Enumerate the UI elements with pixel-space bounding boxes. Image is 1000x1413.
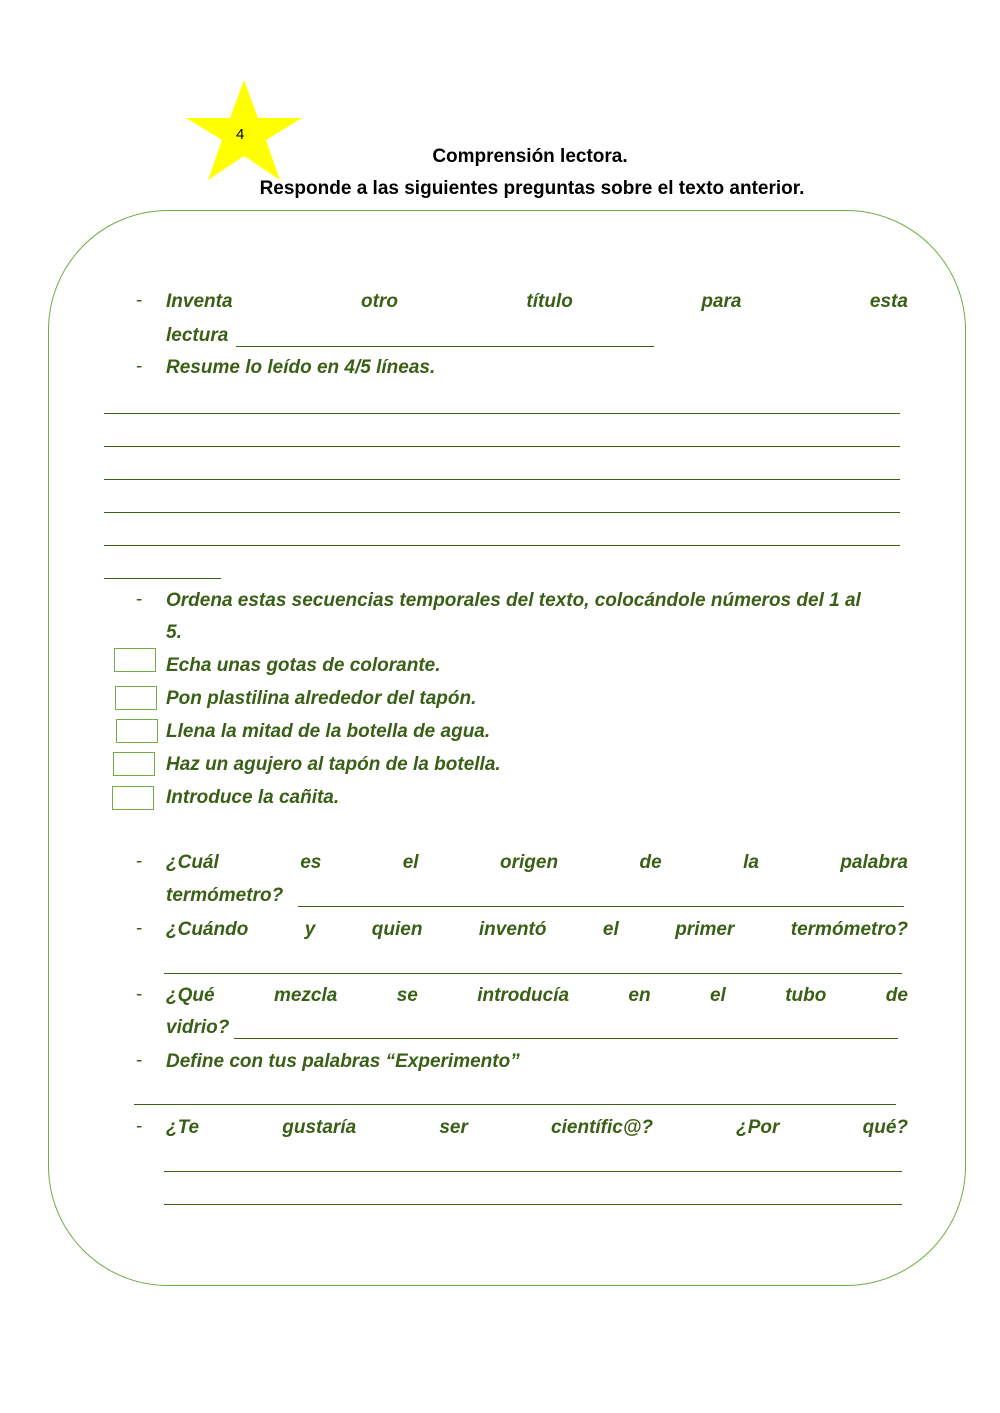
answer-line-scientist[interactable] [164, 1171, 902, 1172]
sequence-number-box[interactable] [116, 719, 158, 743]
answer-line-summary[interactable] [104, 545, 900, 546]
badge-number: 4 [236, 126, 245, 143]
answer-line-origin[interactable] [298, 906, 904, 907]
sequence-number-box[interactable] [114, 648, 156, 672]
sequence-item: Pon plastilina alrededor del tapón. [166, 688, 477, 709]
answer-line-title[interactable] [236, 346, 654, 347]
question-3-line1: Ordena estas secuencias temporales del texto, colocándole números del 1 al [166, 590, 861, 611]
question-1-line1: Inventa otro título para esta [166, 291, 908, 312]
page-title: Comprensión lectora. [432, 146, 628, 167]
answer-line-summary[interactable] [104, 578, 221, 579]
bullet-dash: - [136, 290, 143, 311]
question-2: Resume lo leído en 4/5 líneas. [166, 357, 436, 378]
question-4-line1: ¿Cuál es el origen de la palabra [166, 852, 908, 873]
answer-line-summary[interactable] [104, 413, 900, 414]
question-6-line2: vidrio? [166, 1017, 230, 1038]
question-3-line2: 5. [166, 622, 182, 643]
answer-line-definition[interactable] [134, 1104, 896, 1105]
question-8: ¿Te gustaría ser científic@? ¿Por qué? [166, 1117, 908, 1138]
question-5: ¿Cuándo y quien inventó el primer termómetro? [166, 919, 908, 940]
answer-line-summary[interactable] [104, 512, 900, 513]
sequence-item: Llena la mitad de la botella de agua. [166, 721, 491, 742]
sequence-number-box[interactable] [115, 686, 157, 710]
sequence-item: Echa unas gotas de colorante. [166, 655, 441, 676]
question-7: Define con tus palabras “Experimento” [166, 1051, 520, 1072]
answer-line-inventor[interactable] [164, 973, 902, 974]
question-4-line2: termómetro? [166, 885, 284, 906]
page-instruction: Responde a las siguientes preguntas sobre el texto anterior. [259, 178, 805, 199]
sequence-number-box[interactable] [113, 752, 155, 776]
sequence-item: Introduce la cañita. [166, 787, 340, 808]
answer-line-summary[interactable] [104, 479, 900, 480]
answer-line-mixture[interactable] [234, 1038, 898, 1039]
question-6-line1: ¿Qué mezcla se introducía en el tubo de [166, 985, 908, 1006]
answer-line-scientist[interactable] [164, 1204, 902, 1205]
answer-line-summary[interactable] [104, 446, 900, 447]
sequence-item: Haz un agujero al tapón de la botella. [166, 754, 501, 775]
sequence-number-box[interactable] [112, 786, 154, 810]
question-1-line2: lectura [166, 325, 229, 346]
